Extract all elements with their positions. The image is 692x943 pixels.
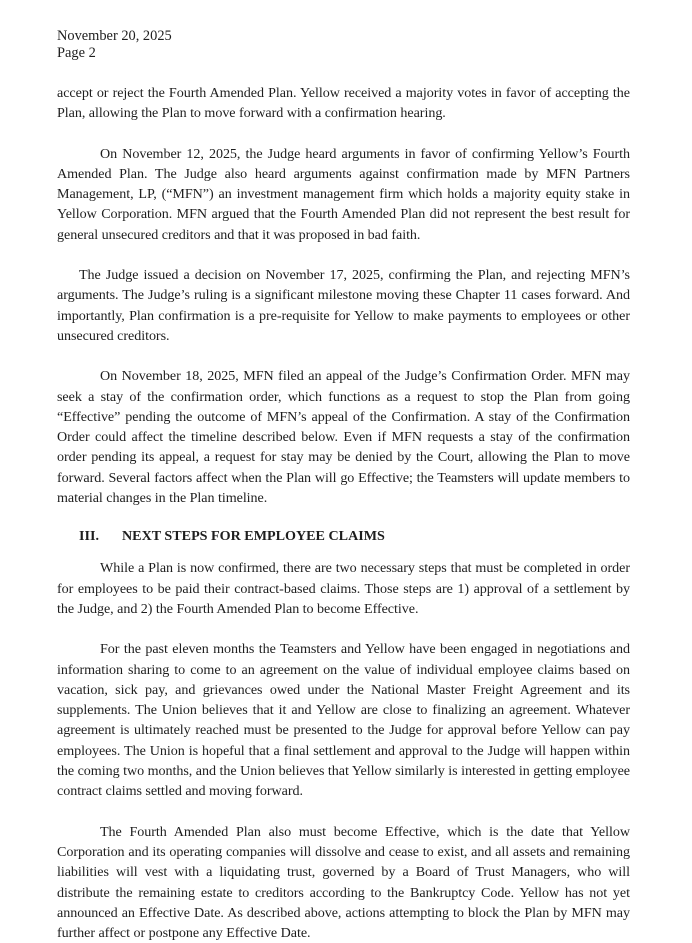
paragraph-negotiations: For the past eleven months the Teamsters and Yellow have been engaged in negotiations and information sharing to come to an agreement on the value of individual employee claims based on vacation, sick pay, and grievances owed under the National Master Freight Agreement and its supplements. The Union believes that it and Yellow are close to finalizing an agreement. Whatever agreement is ultimately reached must be presented to the Judge for approval before Yellow can pay employees. The Union is hopeful that a final settlement and approval to the Judge will happen within the coming two months, and the Union believes that Yellow similarly is interested in getting employee contract claims settled and moving forward. [57, 641, 630, 800]
letter-date: November 20, 2025 [57, 28, 172, 44]
paragraph-effective-date: The Fourth Amended Plan also must become Effective, which is the date that Yellow Corporation and its operating companies will dissolve and cease to exist, and all assets and remaining liabilities will vest with a liquidating trust, governed by a Board of Trust Managers, who will distribute the remaining estate to creditors according to the Bankruptcy Code. Yellow has not yet announced an Effective Date. As described above, actions attempting to block the Plan by MFN may further affect or postpone any Effective Date. [57, 823, 630, 942]
paragraph-plan-vote: accept or reject the Fourth Amended Plan. Yellow received a majority votes in favor of accepting the Plan, allowing the Plan to move forward with a confirmation hearing. [57, 85, 630, 122]
paragraph-judge-decision: The Judge issued a decision on November 17, 2025, confirming the Plan, and rejecting MFN’s arguments. The Judge’s ruling is a significant milestone moving these Chapter 11 cases forward. And importantly, Plan confirmation is a pre-requisite for Yellow to make payments to employees or other unsecured creditors. [57, 267, 630, 344]
paragraph-necessary-steps: While a Plan is now confirmed, there are two necessary steps that must be completed in order for employees to be paid their contract-based claims. Those steps are 1) approval of a settlement by the Judge, and 2) the Fourth Amended Plan to become Effective. [57, 560, 630, 617]
letter-page [57, 28, 630, 943]
page-number: Page 2 [57, 45, 96, 61]
section-title: NEXT STEPS FOR EMPLOYEE CLAIMS [122, 528, 385, 545]
paragraph-confirmation-hearing: On November 12, 2025, the Judge heard arguments in favor of confirming Yellow’s Fourth Amended Plan. The Judge also heard arguments against confirmation made by MFN Partners Management, LP, (“MFN”) an investment management firm which holds a majority equity stake in Yellow Corporation. MFN argued that the Fourth Amended Plan did not represent the best result for general unsecured creditors and that it was proposed in bad faith. [57, 145, 630, 243]
paragraph-mfn-appeal: On November 18, 2025, MFN filed an appeal of the Judge’s Confirmation Order. MFN may seek a stay of the confirmation order, which functions as a request to stop the Plan from going “Effective” pending the outcome of MFN’s appeal of the Confirmation. A stay of the Confirmation Order could affect the timeline described below. Even if MFN requests a stay of the confirmation order pending its appeal, a request for stay may be denied by the Court, allowing the Plan to move forward. Several factors affect when the Plan will go Effective; the Teamsters will update members to material changes in the Plan timeline. [57, 368, 630, 507]
section-heading-next-steps [57, 526, 630, 546]
section-number: III. [79, 528, 99, 545]
